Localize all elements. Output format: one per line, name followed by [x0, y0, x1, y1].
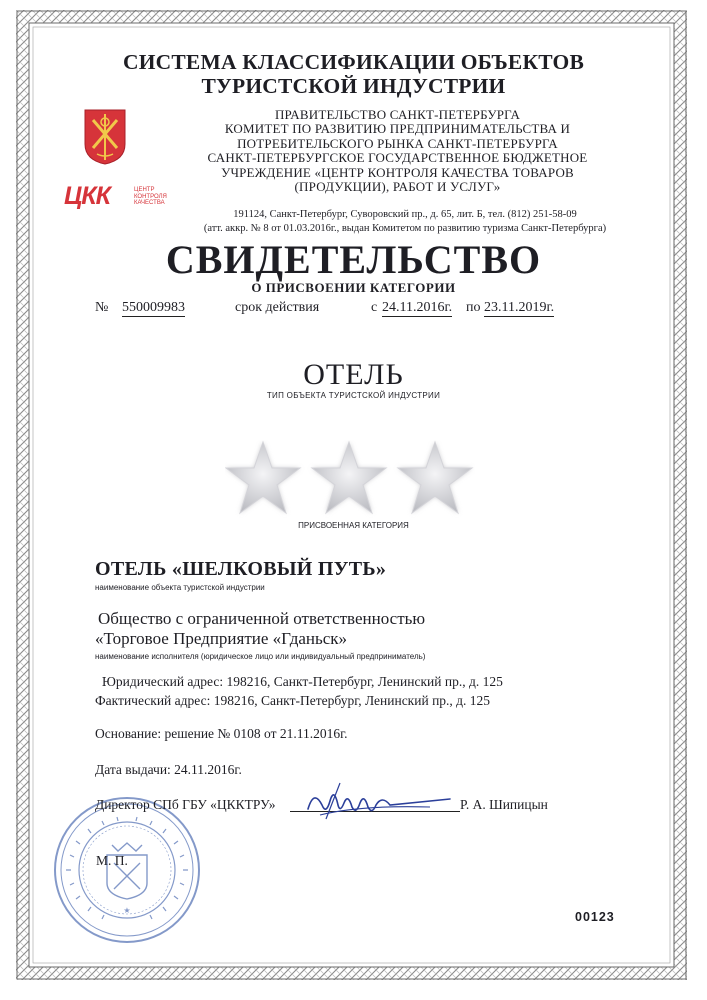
- valid-from-date: 24.11.2016г.: [382, 300, 453, 315]
- object-type: ОТЕЛЬ: [303, 358, 404, 391]
- category-caption: ПРИСВОЕННАЯ КАТЕГОРИЯ: [298, 521, 409, 530]
- official-seal: [52, 795, 202, 945]
- executor-caption: наименование исполнителя (юридическое лицо или индивидуальный предприниматель): [95, 652, 426, 661]
- validity-label: срок действия: [235, 300, 320, 315]
- system-title-line1: СИСТЕМА КЛАССИФИКАЦИИ ОБЪЕКТОВ: [123, 50, 584, 74]
- certificate-number: 550009983: [122, 300, 185, 315]
- authority-line: КОМИТЕТ ПО РАЗВИТИЮ ПРЕДПРИНИМАТЕЛЬСТВА И: [224, 121, 571, 137]
- authority-line: ПРАВИТЕЛЬСТВО САНКТ-ПЕТЕРБУРГА: [274, 107, 521, 122]
- hotel-name-caption: наименование объекта туристской индустрии: [95, 583, 265, 592]
- stamp-place: М. П.: [96, 853, 128, 868]
- from-label: с: [371, 300, 378, 315]
- ckk-logo-text: ЦКК: [64, 182, 110, 210]
- ckk-logo: [64, 184, 174, 212]
- executor-line1: Общество с ограниченной ответственностью: [98, 609, 426, 628]
- object-type-caption: ТИП ОБЪЕКТА ТУРИСТСКОЙ ИНДУСТРИИ: [266, 391, 441, 400]
- basis-decision: Основание: решение № 0108 от 21.11.2016г.: [95, 726, 348, 741]
- star-icon: [398, 442, 472, 513]
- authority-line: УЧРЕЖДЕНИЕ «ЦЕНТР КОНТРОЛЯ КАЧЕСТВА ТОВАРОВ: [221, 164, 574, 180]
- actual-address: Фактический адрес: 198216, Санкт-Петербург, Ленинский пр., д. 125: [95, 693, 491, 708]
- issue-date: Дата выдачи: 24.11.2016г.: [95, 762, 242, 777]
- director-name: Р. А. Шипицын: [460, 797, 548, 812]
- authority-line: ПОТРЕБИТЕЛЬСКОГО РЫНКА САНКТ-ПЕТЕРБУРГА: [237, 135, 558, 151]
- authority-address: 191124, Санкт-Петербург, Суворовский пр., д. 65, лит. Б, тел. (812) 251-58-09: [233, 209, 577, 220]
- system-title-line2: ТУРИСТСКОЙ ИНДУСТРИИ: [201, 74, 506, 98]
- star-icon: [226, 442, 300, 513]
- star-icon: [312, 442, 386, 513]
- director-signature: [300, 775, 470, 825]
- authority-line: (ПРОДУКЦИИ), РАБОТ И УСЛУГ»: [294, 179, 501, 195]
- valid-to-date: 23.11.2019г.: [484, 300, 555, 315]
- svg-text:★: ★: [123, 906, 131, 915]
- legal-address: Юридический адрес: 198216, Санкт-Петербург, Ленинский пр., д. 125: [102, 674, 503, 689]
- system-title: [0, 50, 707, 98]
- director-position: Директор СПб ГБУ «ЦККТРУ»: [95, 797, 276, 812]
- ckk-logo-caption-line: ЦЕНТР: [134, 187, 155, 193]
- certificate-subtitle: О ПРИСВОЕНИИ КАТЕГОРИИ: [251, 280, 456, 295]
- certificate-title: СВИДЕТЕЛЬСТВО: [165, 237, 542, 282]
- issuing-authority: [160, 108, 635, 194]
- ckk-logo-caption-line: КАЧЕСТВА: [134, 200, 165, 206]
- authority-line: САНКТ-ПЕТЕРБУРГСКОЕ ГОСУДАРСТВЕННОЕ БЮДЖЕТНОЕ: [207, 150, 588, 166]
- accreditation-note: (атт. аккр. № 8 от 01.03.2016г., выдан Комитетом по развитию туризма Санкт-Петербурга): [203, 223, 607, 234]
- to-label: по: [466, 300, 481, 315]
- executor-line2: «Торговое Предприятие «Гданьск»: [95, 629, 348, 648]
- ckk-logo-caption-line: КОНТРОЛЯ: [134, 193, 167, 200]
- hotel-name: ОТЕЛЬ «ШЕЛКОВЫЙ ПУТЬ»: [95, 558, 387, 580]
- serial-number: 00123: [575, 910, 615, 924]
- spb-coat-of-arms-icon: [83, 108, 127, 166]
- category-stars: [225, 440, 475, 520]
- number-label: №: [95, 300, 109, 315]
